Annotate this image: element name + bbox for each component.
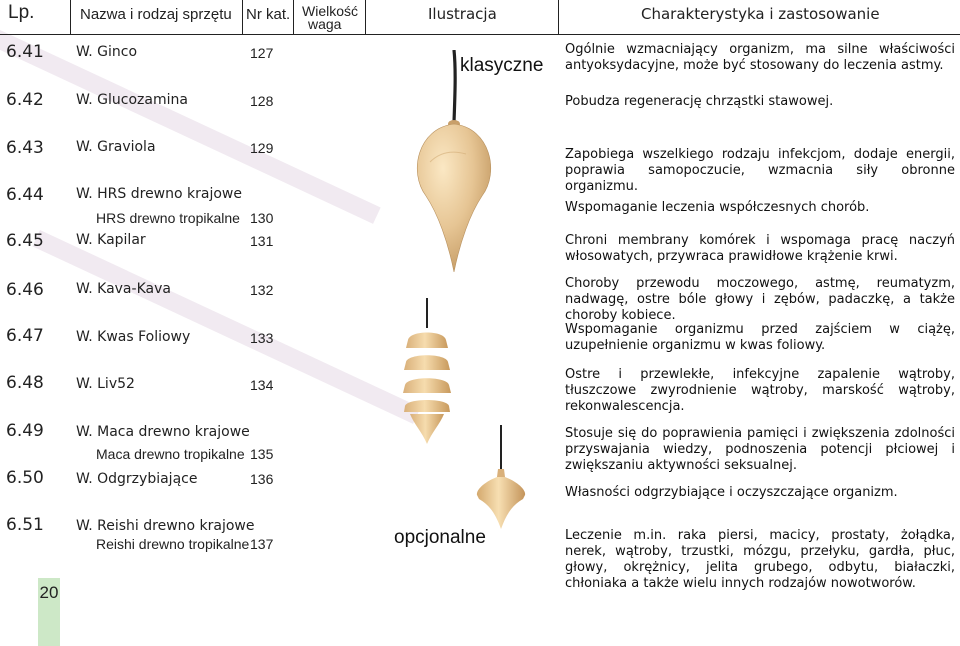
row-name: W. Graviola [76,139,156,155]
row-name: W. Kava-Kava [76,281,171,297]
row-description: Stosuje się do poprawienia pamięci i zwiększenia zdolności przyswajania wiedzy, podnoszenia potencji płciowej i zwiększaniu aktywności seksualnej. [565,426,955,473]
background-stripe [32,230,420,424]
header-separator [558,0,559,34]
row-lp: 6.43 [6,138,44,158]
row-catalog-number: 130 [250,210,274,226]
row-name: W. Reishi drewno krajowe [76,518,255,534]
row-description: Chroni membrany komórek i wspomaga pracę naczyń włosowatych, przywraca prawidłowe krążenie krwi. [565,233,955,264]
row-description: Leczenie m.in. raka piersi, macicy, prostaty, żołądka, nerek, wątroby, trzustki, mózgu, przełyku, gardła, płuc, głowy, okrężnicy, jelita grubego, odbytu, białaczki, chłoniaka a także wielu innych rodzajów nowotworów. [565,528,955,591]
row-lp: 6.51 [6,515,44,535]
row-subname: Reishi drewno tropikalne [96,536,250,552]
row-name: W. Odgrzybiające [76,471,198,487]
header-separator [365,0,366,34]
row-subname: Maca drewno tropikalne [96,446,245,462]
row-description: Własności odgrzybiające i oczyszczające organizm. [565,485,898,500]
illustration-label-optional: opcjonalne [394,527,486,548]
row-name: W. HRS drewno krajowe [76,186,242,202]
row-name: W. Kwas Foliowy [76,329,191,345]
row-catalog-number: 134 [250,377,274,393]
row-subname: HRS drewno tropikalne [96,210,240,226]
header-separator [242,0,243,34]
row-description: Wspomaganie organizmu przed zajściem w ciążę, uzupełnienie organizmu w kwas foliowy. [565,322,955,353]
row-lp: 6.41 [6,42,44,62]
header-catalog: Nr kat. [246,6,291,23]
row-lp: 6.45 [6,231,44,251]
row-description: Pobudza regenerację chrząstki stawowej. [565,94,834,109]
row-description: Ostre i przewlekłe, infekcyjne zapalenie wątroby, tłuszczowe zwyrodnienie wątroby, marskość wątroby, rekonwalescencja. [565,367,955,414]
row-description: Zapobiega wszelkiego rodzaju infekcjom, dodaje energii, poprawia samopoczucie, wzmacnia siły obronne organizmu. [565,147,955,194]
row-catalog-number: 136 [250,471,274,487]
row-lp: 6.48 [6,373,44,393]
row-lp: 6.47 [6,326,44,346]
row-catalog-number: 129 [250,140,274,156]
row-name: W. Glucozamina [76,92,188,108]
header-size: Wielkość [302,3,359,19]
header-underline [0,34,960,35]
illustration-label-classic: klasyczne [460,55,544,76]
header-weight: waga [308,16,342,32]
row-name: W. Kapilar [76,232,146,248]
row-lp: 6.46 [6,280,44,300]
row-name: W. Maca drewno krajowe [76,424,250,440]
row-catalog-number: 127 [250,45,274,61]
row-catalog-number: 137 [250,536,274,552]
row-description: Ogólnie wzmacniający organizm, ma silne właściwości antyoksydacyjne, może być stosowany do leczenia astmy. [565,42,955,73]
row-lp: 6.44 [6,185,44,205]
table-header [0,0,960,36]
row-catalog-number: 132 [250,282,274,298]
row-lp: 6.50 [6,468,44,488]
row-lp: 6.49 [6,421,44,441]
wooden-pendulum-classic-icon [410,50,510,275]
page-number-badge [38,578,60,646]
wooden-pendulum-small-icon [470,425,530,530]
row-catalog-number: 135 [250,446,274,462]
row-name: W. Ginco [76,44,138,60]
row-name: W. Liv52 [76,376,135,392]
header-lp: Lp. [8,2,35,23]
header-characteristics: Charakterystyka i zastosowanie [641,5,880,23]
row-description: Choroby przewodu moczowego, astmę, reumatyzm, nadwagę, ostre bóle głowy i zębów, padaczkę, a także choroby kobiece. [565,276,955,323]
row-description: Wspomaganie leczenia współczesnych chorób. [565,200,870,215]
header-illustration: Ilustracja [428,5,497,23]
row-lp: 6.42 [6,90,44,110]
row-catalog-number: 131 [250,233,274,249]
header-name: Nazwa i rodzaj sprzętu [80,6,232,23]
row-catalog-number: 128 [250,93,274,109]
header-separator [293,0,294,34]
row-catalog-number: 133 [250,330,274,346]
wooden-pendulum-stacked-icon [396,298,460,446]
page-number: 20 [39,583,59,602]
header-separator [70,0,71,34]
